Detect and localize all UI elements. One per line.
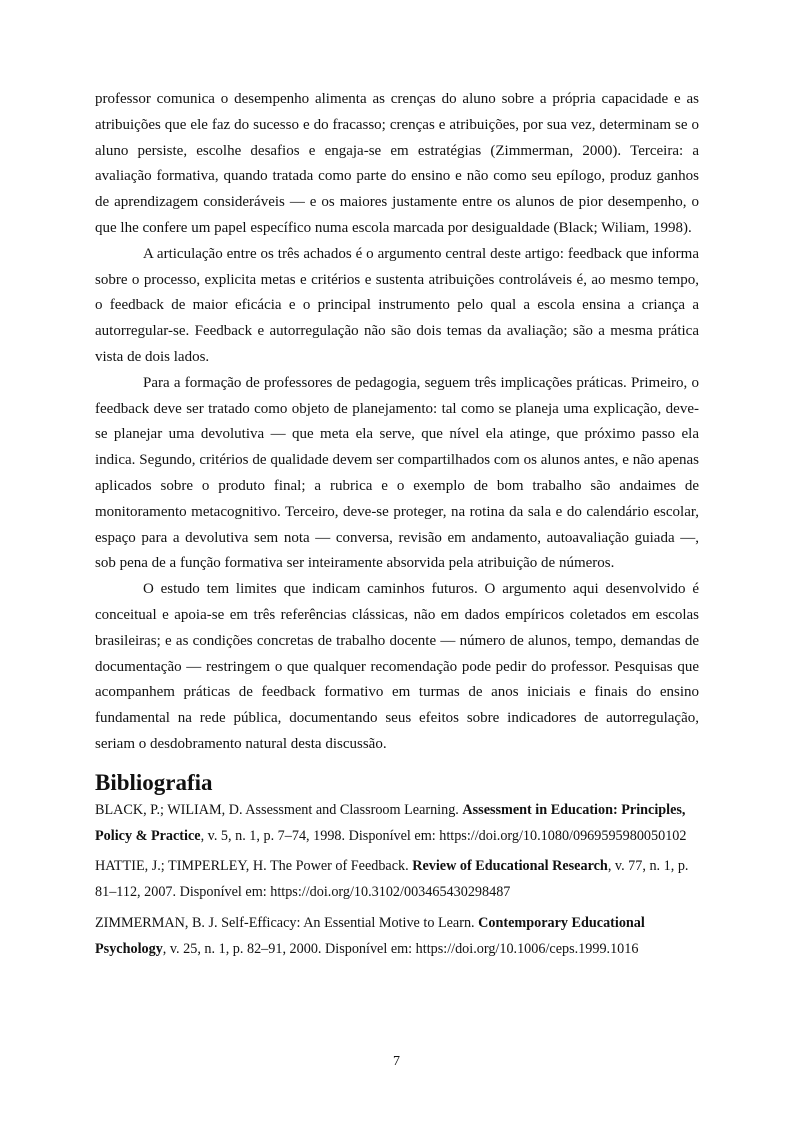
reference-list bbox=[95, 798, 699, 963]
page-body bbox=[95, 87, 699, 968]
reference-authors: HATTIE, J.; TIMPERLEY, H. The Power of Feedback. bbox=[95, 858, 413, 875]
body-paragraph: professor comunica o desempenho alimenta as crenças do aluno sobre a própria capacidade e as atribuições que ele faz do sucesso e do fracasso; crenças e atribuições, por sua vez, determinam se o aluno persiste, escolhe desafios e engaja-se em estratégias (Zimmerman, 2000). Terceira: a avaliação formativa, quando tratada como parte do ensino e não como seu epílogo, produz ganhos de aprendizagem consideráveis — e os maiores justamente entre os alunos de pior desempenho, o que lhe confere um papel específico numa escola marcada por desigualdade (Black; Wiliam, 1998). bbox=[95, 91, 699, 236]
reference-details: , v. 5, n. 1, p. 7–74, 1998. Disponível em: https://doi.org/10.1080/0969595980050102 bbox=[200, 827, 687, 844]
reference-item bbox=[95, 911, 699, 963]
bibliography-heading: Bibliografia bbox=[95, 769, 213, 795]
reference-authors: BLACK, P.; WILIAM, D. Assessment and Classroom Learning. bbox=[95, 801, 463, 818]
body-paragraph: A articulação entre os três achados é o argumento central deste artigo: feedback que informa sobre o processo, explicita metas e critérios e sustenta atribuições controláveis é, ao mesmo tempo, o feedback de maior eficácia e o principal instrumento pelo qual a escola ensina a criança a autorregular-se. Feedback e autorregulação não são dois temas da avaliação; são a mesma prática vista de dois lados. bbox=[95, 245, 699, 365]
reference-authors: ZIMMERMAN, B. J. Self-Efficacy: An Essential Motive to Learn. bbox=[95, 914, 479, 931]
reference-journal: Review of Educational Research bbox=[412, 858, 608, 875]
body-paragraph: Para a formação de professores de pedagogia, seguem três implicações práticas. Primeiro, o feedback deve ser tratado como objeto de planejamento: tal como se planeja uma explicação, deve-se planejar uma devolutiva — que meta ela serve, que nível ela atinge, que próximo passo ela indica. Segundo, critérios de qualidade devem ser compartilhados com os alunos antes, e não apenas aplicados sobre o produto final; a rubrica e o exemplo de bom trabalho são andaimes de monitoramento metacognitivo. Terceiro, deve-se proteger, na rotina da sala e do calendário escolar, espaço para a devolutiva sem nota — conversa, revisão em andamento, autoavaliação guiada —, sob pena de a função formativa ser inteiramente absorvida pela atribuição de números. bbox=[95, 374, 699, 572]
reference-journal: Contemporary Educational Psychology bbox=[95, 914, 645, 957]
reference-details: , v. 25, n. 1, p. 82–91, 2000. Disponível em: https://doi.org/10.1006/ceps.1999.1016 bbox=[162, 940, 639, 957]
reference-item bbox=[95, 798, 699, 850]
reference-details: , v. 77, n. 1, p. 81–112, 2007. Disponível em: https://doi.org/10.3102/003465430298487 bbox=[95, 858, 689, 901]
body-paragraph: O estudo tem limites que indicam caminhos futuros. O argumento aqui desenvolvido é conceitual e apoia-se em três referências clássicas, não em dados empíricos coletados em escolas brasileiras; e as condições concretas de trabalho docente — número de alunos, tempo, demandas de documentação — restringem o que qualquer recomendação pode pedir do professor. Pesquisas que acompanhem práticas de feedback formativo em turmas de anos iniciais e finais do ensino fundamental na rede pública, documentando seus efeitos sobre indicadores de autorregulação, seriam o desdobramento natural desta discussão. bbox=[95, 581, 699, 752]
page-number: 7 bbox=[393, 1054, 400, 1069]
reference-journal: Assessment in Education: Principles, Policy & Practice bbox=[95, 801, 686, 844]
reference-item bbox=[95, 854, 699, 906]
